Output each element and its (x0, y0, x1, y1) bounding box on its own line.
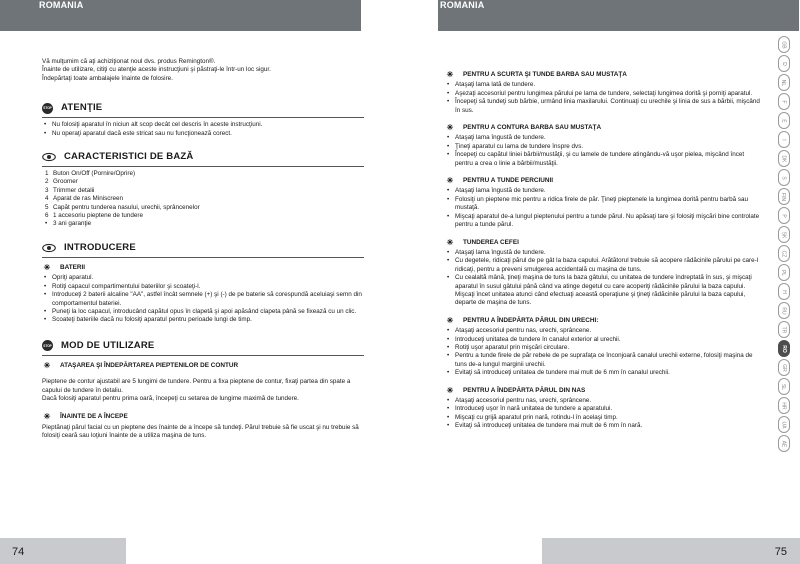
left-page-content (42, 58, 364, 441)
list-item: 6 1 accesoriu pieptene de tundere (45, 212, 143, 220)
subsection-heading: ✳ BATERII (43, 262, 86, 272)
header-bar-right (438, 0, 799, 31)
eye-icon (42, 152, 56, 162)
subsection-heading: ✳ PENTRU A SCURTA ŞI TUNDE BARBA SAU MUSTAŢA (446, 70, 627, 79)
section-divider (42, 166, 364, 167)
section-title: ATENŢIE (61, 102, 103, 114)
language-tab-label: P (780, 213, 787, 218)
list-item: • Mişcaţi aparatul de-a lungul pieptenului pentru a tunde părul. Nu apăsaţi tare şi folosiţi mişcări bine controlate pentru a tunde părul. (445, 213, 760, 230)
language-tab-label: PL (780, 269, 787, 276)
subsection-heading: ✳ PENTRU A TUNDE PERCIUNII (446, 176, 554, 186)
language-tab-sk[interactable] (778, 226, 790, 243)
language-tab-dk[interactable] (778, 150, 790, 167)
list-item: • 3 ani garanţie (45, 220, 92, 228)
atentie-list (42, 121, 364, 138)
list-item: • Rotiţi capacul compartimentului bateriilor şi scoateţi-l. (42, 283, 364, 291)
list-item: 4 Aparat de ras Miniscreen (45, 195, 123, 203)
section-list (445, 187, 760, 229)
intro-line: Îndepărtaţi toate ambalajele înainte de folosire. (42, 74, 173, 82)
language-tab-label: HR (780, 401, 787, 410)
list-item: • Scoateţi bateriile dacă nu folosiţi aparatul pentru perioade lungi de timp. (42, 316, 364, 324)
list-item: 5 Capăt pentru tunderea nasului, urechii, sprâncenelor (45, 203, 200, 211)
language-tab-tr[interactable] (778, 321, 790, 338)
list-item: • Introduceţi uşor în nară unitatea de tundere a aparatului. (445, 405, 760, 413)
language-tab-label: E (780, 118, 787, 123)
sun-icon: ✳ (43, 412, 51, 422)
language-tab-label: CZ (780, 250, 787, 257)
language-tab-label: NL (780, 79, 787, 86)
language-tab-label: SL (780, 383, 787, 390)
language-tab-ro[interactable] (778, 340, 790, 357)
header-title-right: ROMANIA (440, 0, 485, 10)
list-item: • Evitaţi să introduceţi unitatea de tundere mai mult de 6 mm în nară. (445, 422, 760, 430)
list-item: • Introduceţi 2 baterii alcaline "AA", astfel încât semnele (+) şi (-) de pe baterie să corespundă aceluiaşi semn din comportamentul bateriei. (42, 291, 364, 308)
language-tab-label: D (780, 61, 787, 66)
language-tab-h[interactable] (778, 283, 790, 300)
header-title-left: ROMANIA (39, 0, 84, 10)
language-tab-gr[interactable] (778, 359, 790, 376)
list-item: • Cu cealaltă mână, ţineţi maşina de tuns la baza gâtului, cu unitatea de tundere îndreptată în sus, şi mişcaţi aparatul în susul gâtului până când va atinge degetul cu care acoperiţi rădăcinile părului la baza capului. Mişcaţi încet unitatea atunci când efectuaţi această operaţiune şi ţineţi rădăcinile părului la baza capului, departe de maşina de tuns. (445, 274, 760, 308)
sun-icon: ✳ (446, 176, 454, 186)
language-tab-cz[interactable] (778, 245, 790, 262)
paragraph: Pieptănaţi părul facial cu un pieptene des înainte de a începe să tundeţi. Părul trebuie să fie uscat şi nu trebuie să folosiţi ceară sau loţiuni înainte de a utiliza maşina de tuns. (42, 423, 359, 440)
language-tab-label: I (780, 138, 787, 141)
language-tab-i[interactable] (778, 131, 790, 148)
language-tab-gb[interactable] (778, 36, 790, 53)
language-tab-label: RO (780, 344, 787, 353)
language-tab-ua[interactable] (778, 416, 790, 433)
language-tab-label: FIN (780, 192, 787, 201)
sun-icon: ✳ (43, 262, 51, 272)
list-item: 3 Trimmer detalii (45, 186, 95, 194)
list-item: 2 Groomer (45, 178, 78, 186)
list-item: • Pentru a tunde firele de păr rebele de pe suprafaţa ce înconjoară canalul urechii externe, folosiţi maşina de tuns de-a lungul marginii urechii. (445, 352, 760, 369)
list-item: 1 Buton On/Off (Pornire/Oprire) (45, 170, 136, 178)
list-item: • Începeţi să tundeţi sub bărbie, urmând linia maxilarului. Continuaţi cu urechile şi linia de sus a bărbii, mişcând în sus. (445, 98, 760, 115)
list-item: • Ataşaţi lama îngustă de tundere. (445, 134, 760, 142)
list-item: • Începeţi cu capătul liniei bărbii/mustăţii, şi cu lamele de tundere atingându-vă uşor pielea, mişcând încet pentru a crea o linie a bărbii/mustăţii. (445, 151, 760, 168)
list-item: • Cu degetele, ridicaţi părul de pe gât la baza capului. Arătătorul trebuie să acopere rădăcinile părului pe care-l ridicaţi, pentru a preveni smulgerea accidentală cu maşina de tuns. (445, 257, 760, 274)
list-item: • Ataşaţi lama îngustă de tundere. (445, 187, 760, 195)
list-item: • Nu folosiţi aparatul în niciun alt scop decât cel descris în aceste instrucţiuni. (42, 121, 364, 129)
language-tab-label: GB (780, 40, 787, 49)
paragraph: Dacă folosiţi aparatul pentru prima oară, începeţi cu setarea de lungime maximă de tundere. (42, 394, 299, 402)
language-tab-f[interactable] (778, 93, 790, 110)
language-tab-label: RU (780, 306, 787, 315)
language-tab-ru[interactable] (778, 302, 790, 319)
page-number-right: 75 (774, 546, 787, 558)
list-item: • Introduceţi unitatea de tundere în canalul exterior al urechii. (445, 336, 760, 344)
subsection-heading: ✳ ATAŞAREA ŞI ÎNDEPĂRTAREA PIEPTENILOR DE CONTUR (43, 360, 239, 370)
section-title: MOD DE UTILIZARE (61, 339, 155, 351)
language-tab-label: S (780, 175, 787, 180)
section-heading-atentie (42, 101, 364, 115)
language-tab-label: TR (780, 326, 787, 333)
language-tab-d[interactable] (778, 55, 790, 72)
list-item: • Ataşaţi accesoriul pentru nas, urechi, sprâncene. (445, 397, 760, 405)
right-page-content (445, 71, 760, 431)
sun-icon: ✳ (446, 315, 454, 325)
language-tab-hr[interactable] (778, 397, 790, 414)
list-item: • Ataşaţi accesoriul pentru nas, urechi, sprâncene. (445, 327, 760, 335)
intro-line: Vă mulţumim că aţi achiziţionat noul dvs. produs Remington®. (42, 58, 216, 65)
language-tab-e[interactable] (778, 112, 790, 129)
list-item: • Evitaţi să introduceţi unitatea de tundere mai mult de 6 mm în canalul urechii. (445, 369, 760, 377)
list-item: • Ataşaţi lama lată de tundere. (445, 81, 760, 89)
sun-icon: ✳ (446, 70, 454, 79)
language-tab-label: UA (780, 421, 787, 428)
paragraph: Pieptene de contur ajustabil are 5 lungimi de tundere. Pentru a fixa pieptene de contur, fixaţi partea din spate a capului de tundere în detaliu. (42, 378, 351, 394)
language-tab-label: AE (780, 440, 787, 447)
list-item: • Nu operaţi aparatul dacă este stricat sau nu funcţionează corect. (42, 130, 364, 138)
section-list (445, 134, 760, 168)
section-heading-caracteristici (42, 150, 364, 164)
language-tab-label: DK (780, 155, 787, 162)
section-list (445, 327, 760, 377)
language-tab-nl[interactable] (778, 74, 790, 91)
page-number-left: 74 (12, 546, 25, 558)
section-heading-introducere (42, 241, 364, 255)
sun-icon: ✳ (446, 123, 454, 133)
stop-icon: STOP (42, 103, 53, 114)
section-title: CARACTERISTICI DE BAZĂ (64, 150, 194, 162)
language-tab-sl[interactable] (778, 378, 790, 395)
list-item: • Rotiţi uşor aparatul prin mişcări circulare. (445, 344, 760, 352)
list-item: • Folosiţi un pieptene mic pentru a ridica firele de păr. Ţineţi pieptenele la lungimea dorită pentru barbă sau mustaţă. (445, 196, 760, 213)
language-tab-label: H (780, 289, 787, 294)
header-bar-left (0, 0, 361, 31)
list-item: • Opriţi aparatul. (42, 274, 364, 282)
language-tab-label: GR (780, 363, 787, 372)
section-title: INTRODUCERE (64, 241, 136, 253)
list-item: • Puneţi la loc capacul, introducând capătul opus în clapetă şi apoi apăsând clapeta până se fixează cu un clic. (42, 308, 364, 316)
language-tab-label: SK (780, 231, 787, 238)
subsection-heading: ✳ PENTRU A CONTURA BARBA SAU MUSTAŢA (446, 123, 602, 133)
language-tab-fin[interactable] (778, 188, 790, 205)
language-tab-ae[interactable] (778, 435, 790, 452)
list-item: • Ţineţi aparatul cu lama de tundere înspre dvs. (445, 143, 760, 151)
language-tab-label: F (780, 99, 787, 104)
footer-bar-right (542, 538, 800, 564)
section-list (445, 397, 760, 431)
subsection-heading: ✳ PENTRU A ÎNDEPĂRTA PĂRUL DIN URECHI: (446, 315, 599, 325)
language-tab-s[interactable] (778, 169, 790, 186)
eye-icon (42, 243, 56, 253)
language-tabs (777, 36, 790, 454)
list-item: • Mişcaţi cu grijă aparatul prin nară, rotindu-l în acelaşi timp. (445, 414, 760, 422)
section-list (445, 249, 760, 308)
section-divider (42, 355, 364, 356)
section-heading-mod (42, 339, 364, 353)
sun-icon: ✳ (446, 385, 454, 395)
subsection-heading: ✳ TUNDEREA CEFEI (446, 237, 519, 247)
stop-icon: STOP (42, 340, 53, 351)
subsection-heading: ✳ PENTRU A ÎNDEPĂRTA PĂRUL DIN NAS (446, 385, 586, 395)
language-tab-p[interactable] (778, 207, 790, 224)
list-item: • Aşezaţi accesoriul pentru lungimea părului pe lama de tundere, selectaţi lungimea dorită şi porniţi aparatul. (445, 90, 760, 98)
language-tab-pl[interactable] (778, 264, 790, 281)
section-divider (42, 257, 364, 258)
list-item: • Ataşaţi lama îngustă de tundere. (445, 249, 760, 257)
features-list (42, 170, 364, 229)
sun-icon: ✳ (446, 237, 454, 247)
intro-line: Înainte de utilizare, citiţi cu atenţie aceste instrucţiuni şi păstraţi-le într-un loc sigur. (42, 66, 271, 74)
sun-icon: ✳ (43, 360, 51, 370)
baterii-list (42, 274, 364, 324)
section-divider (42, 117, 364, 118)
subsection-heading: ✳ ÎNAINTE DE A ÎNCEPE (43, 412, 128, 422)
section-list (445, 81, 760, 115)
